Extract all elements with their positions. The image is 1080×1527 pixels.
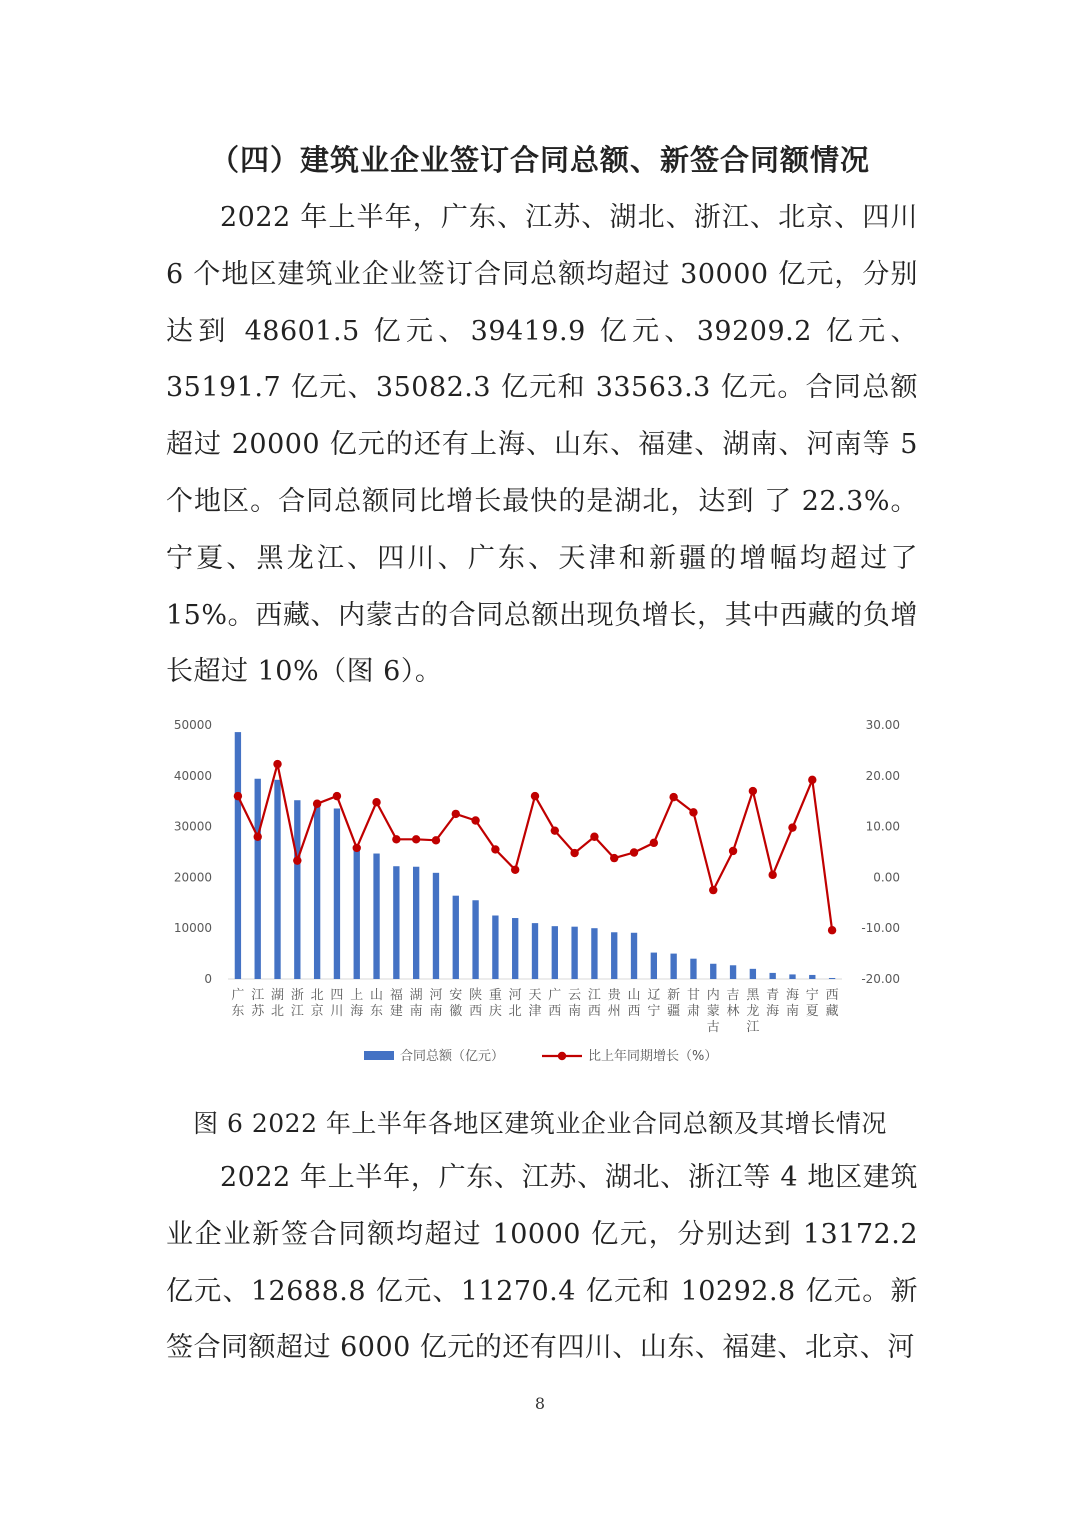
x-tick-label: 云南 [568,988,582,1019]
section-heading: （四）建筑业企业签订合同总额、新签合同额情况 [209,143,870,177]
growth-point [234,792,242,800]
bar [413,867,419,979]
growth-point [610,854,618,862]
growth-point [471,816,479,824]
y-left-tick-label: 40000 [173,768,212,783]
x-tick-label: 青海 [766,988,780,1019]
bar [512,918,518,979]
x-tick-label: 海南 [785,988,799,1019]
growth-point [768,871,776,879]
x-tick-label: 福建 [389,988,403,1019]
bar [255,779,261,979]
x-tick-label: 湖南 [409,988,423,1019]
bar [829,978,835,979]
x-tick-label: 广东 [231,988,245,1019]
bar [532,923,538,979]
bar [611,932,617,979]
growth-point [392,835,400,843]
growth-point [531,792,539,800]
bar [453,896,459,979]
y-right-tick-label: -10.00 [861,921,900,936]
x-tick-label: 辽宁 [647,988,661,1019]
growth-point [293,856,301,864]
contract-chart [150,706,920,1086]
growth-point [273,760,281,768]
growth-point [808,776,816,784]
bar [354,849,360,979]
y-left-tick-label: 0 [204,972,212,986]
bar [730,965,736,979]
legend-line-marker [558,1052,566,1060]
growth-point [570,849,578,857]
x-tick-label: 吉林 [726,988,740,1019]
x-tick-label: 广西 [548,988,562,1019]
x-tick-label: 陕西 [469,988,483,1019]
y-right-tick-label: 0.00 [873,870,900,885]
y-right-tick-label: -20.00 [861,972,900,986]
paragraph-new-contract: 2022 年上半年，广东、江苏、湖北、浙江等 4 地区建筑业企业新签合同额均超过 10000 亿元，分别达到 13172.2 亿元、12688.8 亿元、11270.4 亿元和 10292.8 亿元。新签合同额超过 6000 亿元的还有四川、山东、福建、北京、河 [166,1162,918,1364]
growth-point [452,810,460,818]
bar [651,953,657,979]
bar [373,854,379,979]
figure-caption: 图 6 2022 年上半年各地区建筑业企业合同总额及其增长情况 [193,1109,887,1138]
x-tick-label: 山东 [370,988,384,1019]
growth-point [313,800,321,808]
x-tick-label: 安徽 [449,988,463,1019]
bar [235,732,241,979]
legend-bar-label: 合同总额（亿元） [400,1049,505,1064]
bar [690,959,696,979]
growth-point [372,798,380,806]
bar [274,780,280,979]
bar [393,866,399,979]
bar [334,808,340,979]
x-tick-label: 宁夏 [805,988,819,1019]
paragraph-contract-total: 2022 年上半年，广东、江苏、湖北、浙江、北京、四川 6 个地区建筑业企业签订合同总额均超过 30000 亿元，分别达到 48601.5 亿元、39419.9 亿元、39209.2 亿元、35191.7 亿元、35082.3 亿元和 33563.3 亿元。合同总额超过 20000 亿元的还有上海、山东、福建、湖南、河南等 5 个地区。合同总额同比增长最快的是湖北，达到 了 22.3%。宁夏、黑龙江、四川、广东、天津和新疆的增幅均超过了 15%。西藏、内蒙古的合同总额出现负增长，其中西藏的负增长超过 10%（图 6）。 [166,202,918,688]
y-left-tick-label: 50000 [173,718,212,732]
x-tick-label: 河北 [508,988,522,1019]
growth-point [254,833,262,841]
bar [750,969,756,979]
growth-point [333,792,341,800]
y-right-tick-label: 30.00 [865,718,900,732]
bar [591,928,597,979]
bar [670,954,676,979]
bar [492,916,498,980]
growth-point [412,835,420,843]
x-tick-label: 北京 [310,988,324,1019]
bar [433,873,439,979]
bar [552,926,558,979]
x-tick-label: 甘肃 [686,988,700,1019]
bar [294,800,300,979]
y-right-tick-label: 20.00 [865,768,900,783]
x-tick-label: 山西 [627,988,641,1019]
growth-point [630,848,638,856]
growth-point [689,808,697,816]
x-tick-label: 贵州 [607,988,621,1019]
x-tick-label: 河南 [429,988,443,1019]
bar [314,801,320,979]
page-number: 8 [534,1394,546,1413]
x-tick-label: 湖北 [271,988,285,1019]
legend-line-label: 比上年同期增长（%） [588,1049,718,1064]
growth-point [650,839,658,847]
x-tick-label: 天津 [528,988,542,1019]
growth-point [828,926,836,934]
growth-point [551,826,559,834]
growth-point [511,866,519,874]
growth-point [749,787,757,795]
growth-point [788,823,796,831]
bar [571,927,577,979]
x-tick-label: 黑龙江 [746,988,760,1035]
bar [789,974,795,979]
x-tick-label: 浙江 [290,988,304,1019]
bar [710,964,716,979]
bar [809,975,815,979]
x-tick-label: 西藏 [825,988,839,1019]
y-right-tick-label: 10.00 [865,819,900,834]
bar [770,973,776,979]
x-tick-label: 江苏 [251,988,265,1019]
growth-point [669,793,677,801]
y-left-tick-label: 20000 [173,870,212,885]
x-tick-label: 重庆 [488,988,502,1019]
growth-point [709,886,717,894]
growth-point [729,847,737,855]
x-tick-label: 上海 [350,988,364,1019]
growth-point [432,836,440,844]
legend-bar-swatch [364,1051,394,1060]
x-tick-label: 江西 [587,988,601,1019]
growth-point [590,833,598,841]
growth-point [353,844,361,852]
bar [472,900,478,979]
bar [631,933,637,979]
x-tick-label: 四川 [330,988,344,1019]
x-tick-label: 内蒙古 [706,988,720,1035]
growth-point [491,845,499,853]
growth-line [238,764,832,930]
y-left-tick-label: 30000 [173,819,212,834]
x-tick-label: 新疆 [667,988,681,1019]
y-left-tick-label: 10000 [173,921,212,936]
